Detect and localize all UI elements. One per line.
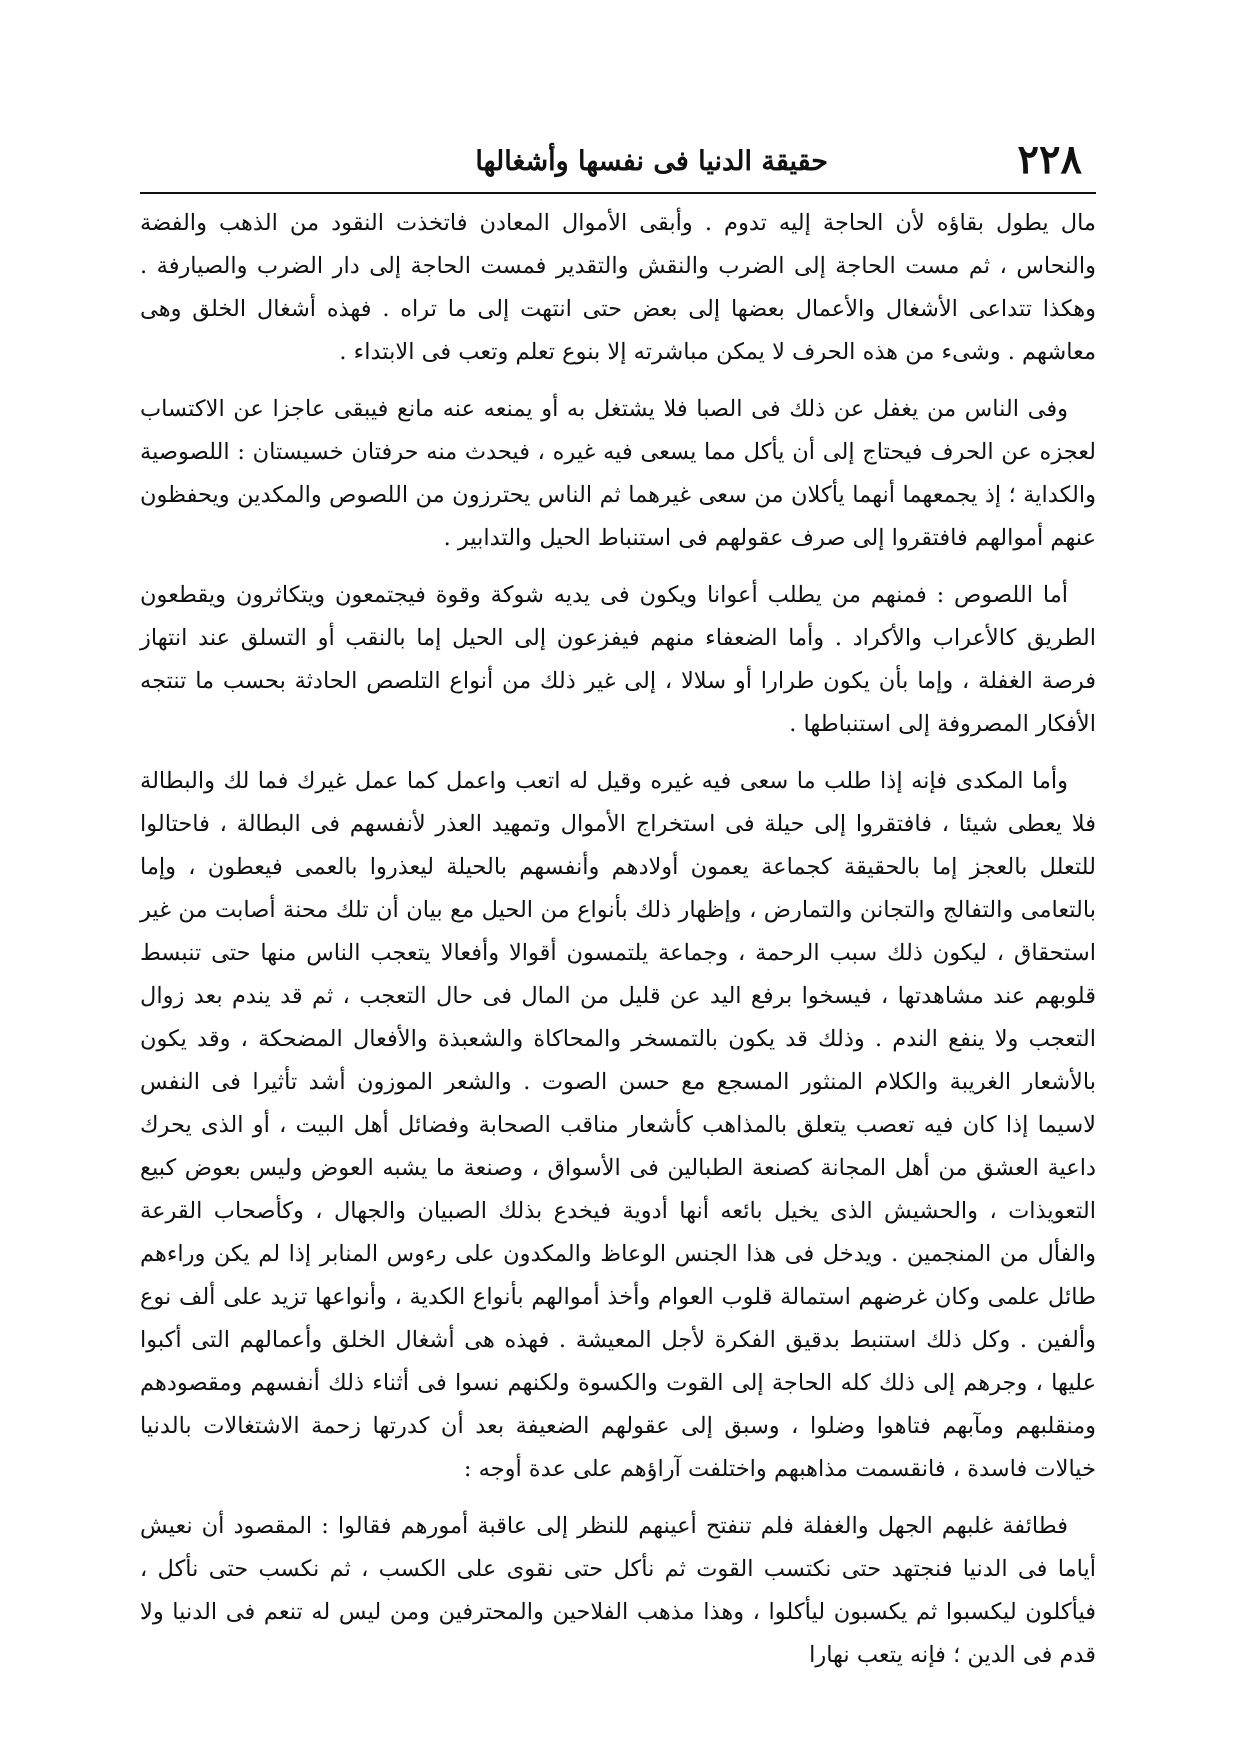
paragraph-idle-people: وفى الناس من يغفل عن ذلك فى الصبا فلا يشتغل به أو يمنعه عنه مانع فيبقى عاجزا عن الاكتساب لعجزه عن الحرف فيحتاج إلى أن يأكل مما يسعى فيه غيره ، فيحدث منه حرفتان خسيستان : اللصوصية والكداية ؛ إذ يجمعهما أنهما يأكلان من سعى غيرهما ثم الناس يحترزون من اللصوص والمكدين ويحفظون عنهم أموالهم فافتقروا إلى صرف عقولهم فى استنباط الحيل والتدابير . [140, 396, 1096, 551]
paragraph-continuation: مال يطول بقاؤه لأن الحاجة إليه تدوم . وأبقى الأموال المعادن فاتخذت النقود من الذهب والفضة والنحاس ، ثم مست الحاجة إلى الضرب والنقش والتقدير فمست الحاجة إلى دار الضرب والصيارفة . وهكذا تتداعى الأشغال والأعمال بعضها إلى بعض حتى انتهت إلى ما تراه . فهذه أشغال الخلق وهى معاشهم . وشىء من هذه الحرف لا يمكن مباشرته إلا بنوع تعلم وتعب فى الابتداء . [140, 210, 1096, 365]
page-number: ٢٢٨ [1017, 136, 1082, 183]
paragraph-beggars: وأما المكدى فإنه إذا طلب ما سعى فيه غيره وقيل له اتعب واعمل كما عمل غيرك فما لك والبطالة فلا يعطى شيئا ، فافتقروا إلى حيلة فى استخراج الأموال وتمهيد العذر لأنفسهم فى البطالة ، فاحتالوا للتعلل بالعجز إما بالحقيقة كجماعة يعمون أولادهم وأنفسهم بالحيلة ليعذروا بالعمى فيعطون ، وإما بالتعامى والتفالج والتجانن والتمارض ، وإظهار ذلك بأنواع من الحيل مع بيان أن تلك محنة أصابت من غير استحقاق ، ليكون ذلك سبب الرحمة ، وجماعة يلتمسون أقوالا وأفعالا يتعجب الناس منها حتى تنبسط قلوبهم عند مشاهدتها ، فيسخوا برفع اليد عن قليل من المال فى حال التعجب ، ثم قد يندم بعد زوال التعجب ولا ينفع الندم . وذلك قد يكون بالتمسخر والمحاكاة والشعبذة والأفعال المضحكة ، وقد يكون بالأشعار الغريبة والكلام المنثور المسجع مع حسن الصوت . والشعر الموزون أشد تأثيرا فى النفس لاسيما إذا كان فيه تعصب يتعلق بالمذاهب كأشعار مناقب الصحابة وفضائل أهل البيت ، أو الذى يحرك داعية العشق من أهل المجانة كصنعة الطبالين فى الأسواق ، وصنعة ما يشبه العوض وليس بعوض كبيع التعويذات ، والحشيش الذى يخيل بائعه أنها أدوية فيخدع بذلك الصبيان والجهال ، وكأصحاب القرعة والفأل من المنجمين . ويدخل فى هذا الجنس الوعاظ والمكدون على رءوس المنابر إذا لم يكن وراءهم طائل علمى وكان غرضهم استمالة قلوب العوام وأخذ أموالهم بأنواع الكدية ، وأنواعها تزيد على ألف نوع وألفين . وكل ذلك استنبط بدقيق الفكرة لأجل المعيشة . فهذه هى أشغال الخلق وأعمالهم التى أكبوا عليها ، وجرهم إلى ذلك كله الحاجة إلى القوت والكسوة ولكنهم نسوا فى أثناء ذلك أنفسهم ومقصودهم ومنقلبهم ومآبهم فتاهوا وضلوا ، وسبق إلى عقولهم الضعيفة بعد أن كدرتها زحمة الاشتغالات بالدنيا خيالات فاسدة ، فانقسمت مذاهبهم واختلفت آراؤهم على عدة أوجه : [140, 768, 1096, 1482]
document-page [140, 130, 1096, 1710]
paragraph-thieves: أما اللصوص : فمنهم من يطلب أعوانا ويكون فى يديه شوكة وقوة فيجتمعون ويتكاثرون ويقطعون الطريق كالأعراب والأكراد . وأما الضعفاء منهم فيفزعون إلى الحيل إما بالنقب أو التسلق عند انتهاز فرصة الغفلة ، وإما بأن يكون طرارا أو سلالا ، إلى غير ذلك من أنواع التلصص الحادثة بحسب ما تنتجه الأفكار المصروفة إلى استنباطها . [140, 582, 1096, 737]
page-header-title: حقيقة الدنيا فى نفسها وأشغالها [475, 146, 828, 177]
running-header [140, 130, 1096, 194]
paragraph-first-group: فطائفة غلبهم الجهل والغفلة فلم تنفتح أعينهم للنظر إلى عاقبة أمورهم فقالوا : المقصود أن نعيش أياما فى الدنيا فنجتهد حتى نكتسب القوت ثم نأكل حتى نقوى على الكسب ، ثم نكسب حتى نأكل ، فيأكلون ليكسبوا ثم يكسبون ليأكلوا ، وهذا مذهب الفلاحين والمحترفين ومن ليس له تنعم فى الدنيا ولا قدم فى الدين ؛ فإنه يتعب نهارا [140, 1513, 1096, 1668]
body-text [140, 202, 1096, 1677]
